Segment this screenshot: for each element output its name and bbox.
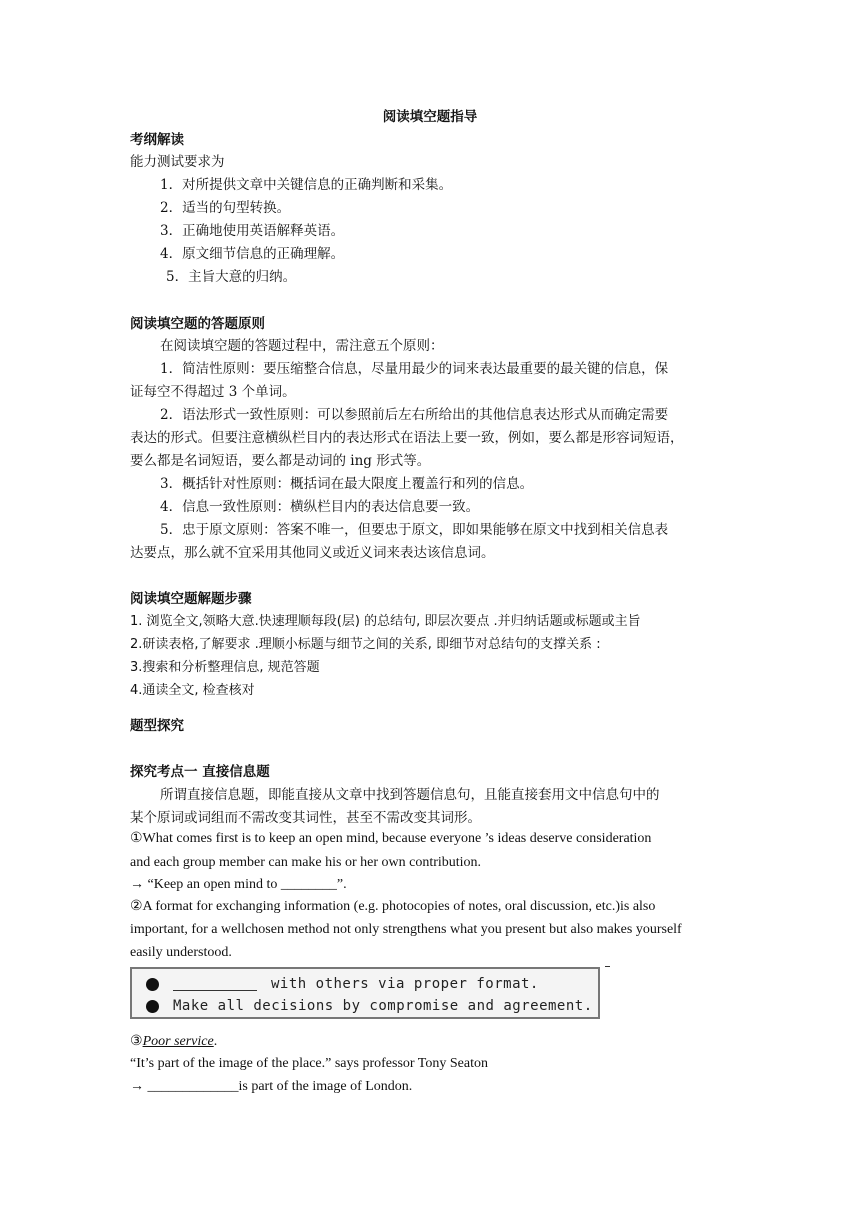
principle-line: 1．简洁性原则：要压缩整合信息，尽量用最少的词来表达最重要的最关键的信息，保 — [160, 361, 669, 377]
principle-line: 表达的形式。但要注意横纵栏目内的表达形式在语法上要一致，例如，要么都是形容词短语， — [130, 430, 684, 446]
answer-blank — [173, 978, 257, 991]
syllabus-intro: 能力测试要求为 — [130, 154, 225, 170]
section-heading-types: 题型探究 — [130, 718, 184, 734]
section-heading-steps: 阅读填空题解题步骤 — [130, 591, 252, 607]
step-line: 4.通读全文, 检查核对 — [130, 683, 255, 698]
bullet-icon — [146, 1000, 159, 1013]
example-3-answer: → _____________is part of the image of London. — [130, 1079, 413, 1094]
syllabus-item: 4．原文细节信息的正确理解。 — [160, 246, 345, 262]
step-line: 1. 浏览全文,领略大意.快速理顺每段(层) 的总结句, 即层次要点 .并归纳话题或标题或主旨 — [130, 614, 641, 629]
principle-line: 3．概括针对性原则：概括词在最大限度上覆盖行和列的信息。 — [160, 476, 534, 492]
example-3-heading: Poor service — [142, 1034, 214, 1049]
principle-line: 5．忠于原文原则：答案不唯一，但要忠于原文，即如果能够在原文中找到相关信息表 — [160, 522, 669, 538]
table-image — [130, 967, 600, 1019]
table-image-row — [146, 995, 593, 1017]
syllabus-item: 3．正确地使用英语解释英语。 — [160, 223, 345, 239]
direct-info-desc: 所谓直接信息题，即能直接从文章中找到答题信息句，且能直接套用文中信息句中的 — [160, 787, 660, 803]
table-image-row — [146, 973, 539, 995]
table-image-text: Make all decisions by compromise and agreement. — [173, 998, 593, 1014]
principle-line: 达要点，那么就不宜采用其他同义或近义词来表达该信息词。 — [130, 545, 495, 561]
page-title: 阅读填空题指导 — [382, 109, 478, 125]
table-image-text: with others via proper format. — [271, 976, 539, 992]
example-3-period: . — [213, 1034, 218, 1049]
example-2-line: important, for a wellchosen method not only strengthens what you present but also makes yourself — [130, 922, 682, 937]
section-heading-syllabus: 考纲解读 — [130, 132, 184, 148]
example-1-line: → “Keep an open mind to ________”. — [130, 877, 347, 892]
bullet-icon — [146, 978, 159, 991]
example-2-line: easily understood. — [130, 945, 232, 960]
example-2-line: ②A format for exchanging information (e.g. photocopies of notes, oral discussion, etc.)is also — [130, 899, 656, 914]
syllabus-item: 2．适当的句型转换。 — [160, 200, 291, 216]
section-heading-direct-info: 探究考点一 直接信息题 — [130, 764, 270, 780]
syllabus-item: 5．主旨大意的归纳。 — [166, 269, 297, 285]
principle-line: 4．信息一致性原则：横纵栏目内的表达信息要一致。 — [160, 499, 480, 515]
principle-line: 2．语法形式一致性原则：可以参照前后左右所给出的其他信息表达形式从而确定需要 — [160, 407, 669, 423]
example-1-line: ①What comes first is to keep an open mind, because everyone ’s ideas deserve consideration — [130, 831, 652, 846]
direct-info-desc: 某个原词或词组而不需改变其词性，甚至不需改变其词形。 — [130, 810, 481, 826]
example-3-quote: “It’s part of the image of the place.” says professor Tony Seaton — [130, 1056, 488, 1071]
section-heading-principles: 阅读填空题的答题原则 — [130, 316, 265, 332]
principle-line: 证每空不得超过 3 个单词。 — [130, 384, 296, 400]
step-line: 2.研读表格,了解要求 .理顺小标题与细节之间的关系, 即细节对总结句的支撑关系 : — [130, 637, 601, 652]
margin-mark — [605, 966, 610, 967]
example-3-title — [130, 1032, 217, 1052]
syllabus-item: 1．对所提供文章中关键信息的正确判断和采集。 — [160, 177, 453, 193]
example-1-line: and each group member can make his or her own contribution. — [130, 855, 482, 870]
principles-intro: 在阅读填空题的答题过程中，需注意五个原则： — [160, 338, 444, 354]
step-line: 3.搜索和分析整理信息, 规范答题 — [130, 660, 320, 675]
example-3-number: ③ — [130, 1034, 143, 1049]
principle-line: 要么都是名词短语，要么都是动词的 ing 形式等。 — [130, 453, 431, 469]
